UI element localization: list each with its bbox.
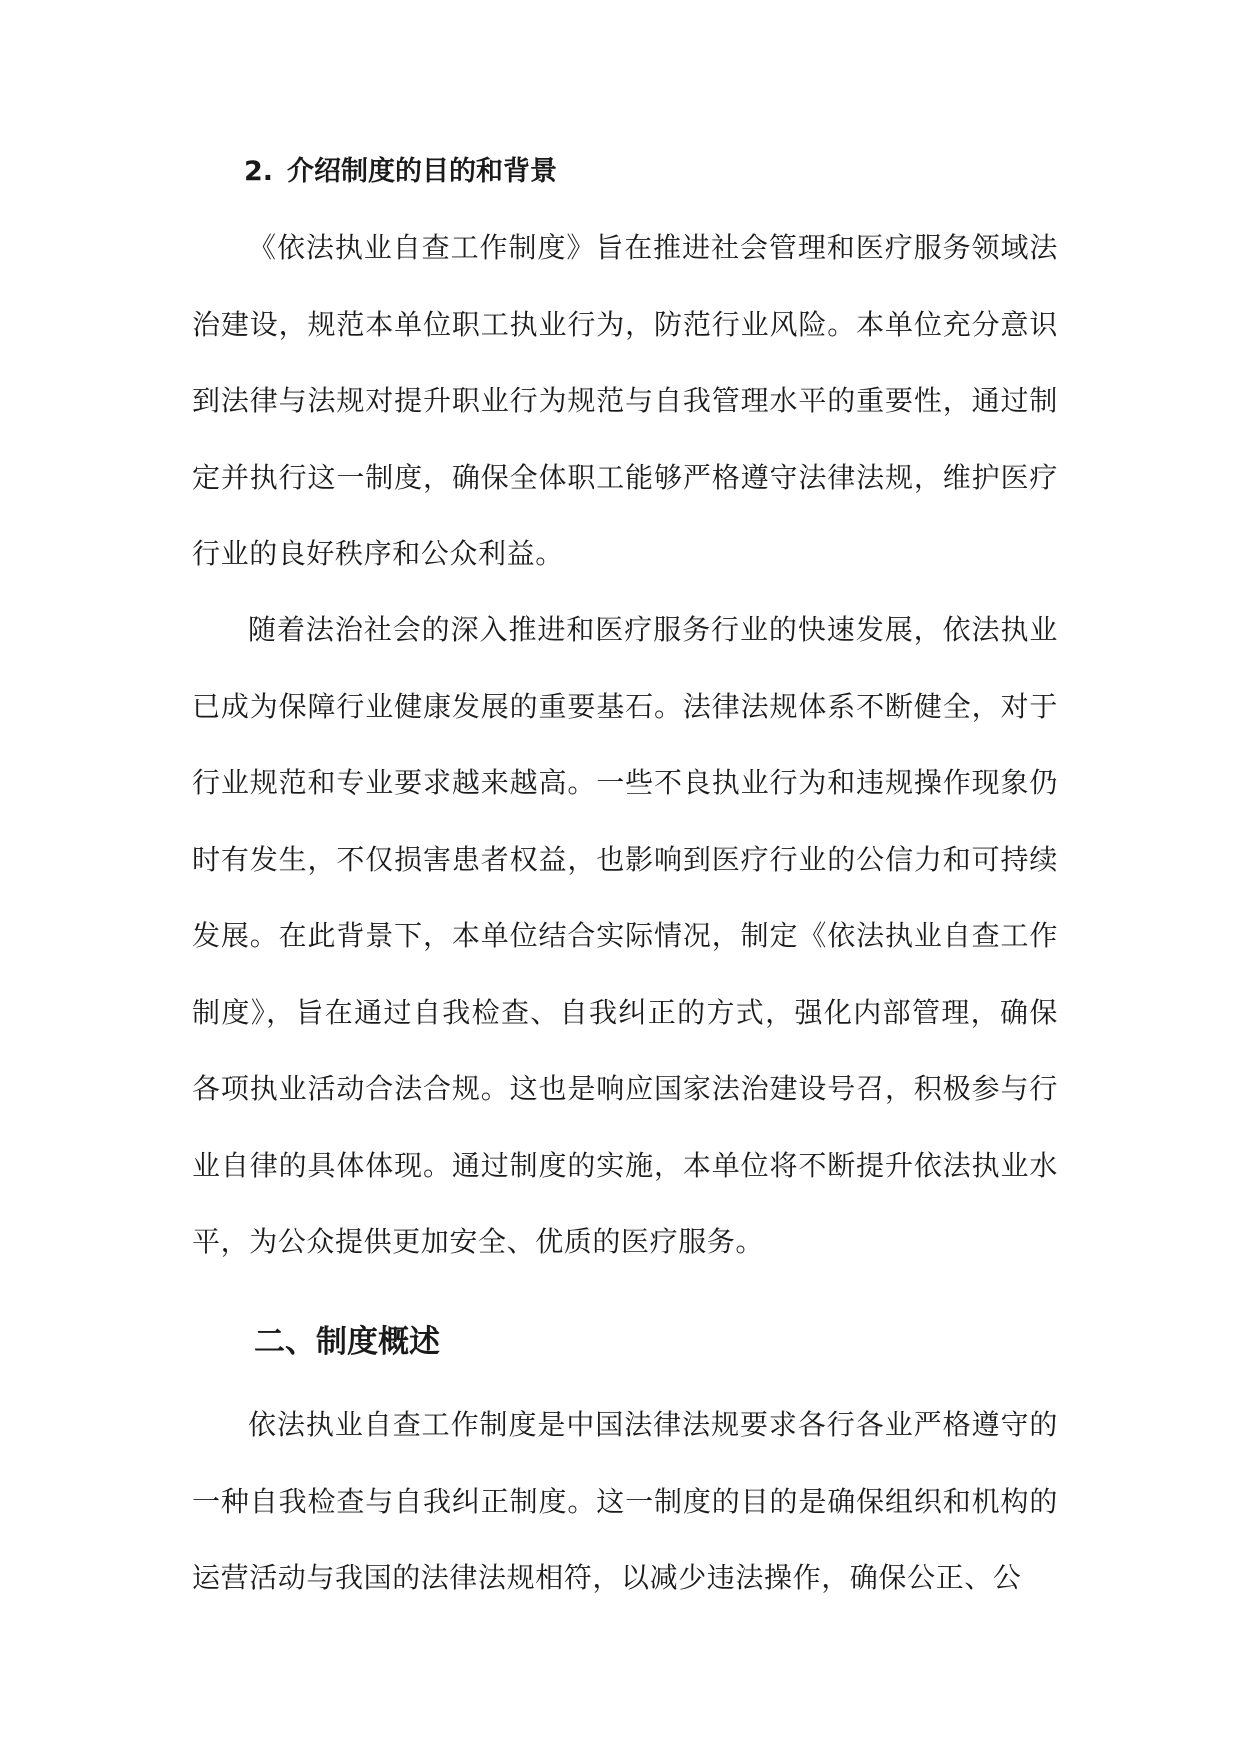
subsection-heading	[244, 148, 557, 196]
paragraph-overview: 依法执业自查工作制度是中国法律法规要求各行各业严格遵守的一种自我检查与自我纠正制度。这一制度的目的是确保组织和机构的运营活动与我国的法律法规相符，以减少违法操作，确保公正、公	[192, 1408, 1058, 1594]
paragraph-background: 随着法治社会的深入推进和医疗服务行业的快速发展，依法执业已成为保障行业健康发展的重要基石。法律法规体系不断健全，对于行业规范和专业要求越来越高。一些不良执业行为和违规操作现象仍时有发生，不仅损害患者权益，也影响到医疗行业的公信力和可持续发展。在此背景下，本单位结合实际情况，制定《依法执业自查工作制度》，旨在通过自我检查、自我纠正的方式，强化内部管理，确保各项执业活动合法合规。这也是响应国家法治建设号召，积极参与行业自律的具体体现。通过制度的实施，本单位将不断提升依法执业水平，为公众提供更加安全、优质的医疗服务。	[192, 613, 1058, 1258]
paragraph-purpose: 《依法执业自查工作制度》旨在推进社会管理和医疗服务领域法治建设，规范本单位职工执业行为，防范行业风险。本单位充分意识到法律与法规对提升职业行为规范与自我管理水平的重要性，通过制定并执行这一制度，确保全体职工能够严格遵守法律法规，维护医疗行业的良好秩序和公众利益。	[192, 231, 1058, 570]
subsection-title: 介绍制度的目的和背景	[287, 156, 558, 187]
section-heading: 二、制度概述	[254, 1324, 440, 1360]
subsection-number: 2.	[244, 156, 274, 187]
